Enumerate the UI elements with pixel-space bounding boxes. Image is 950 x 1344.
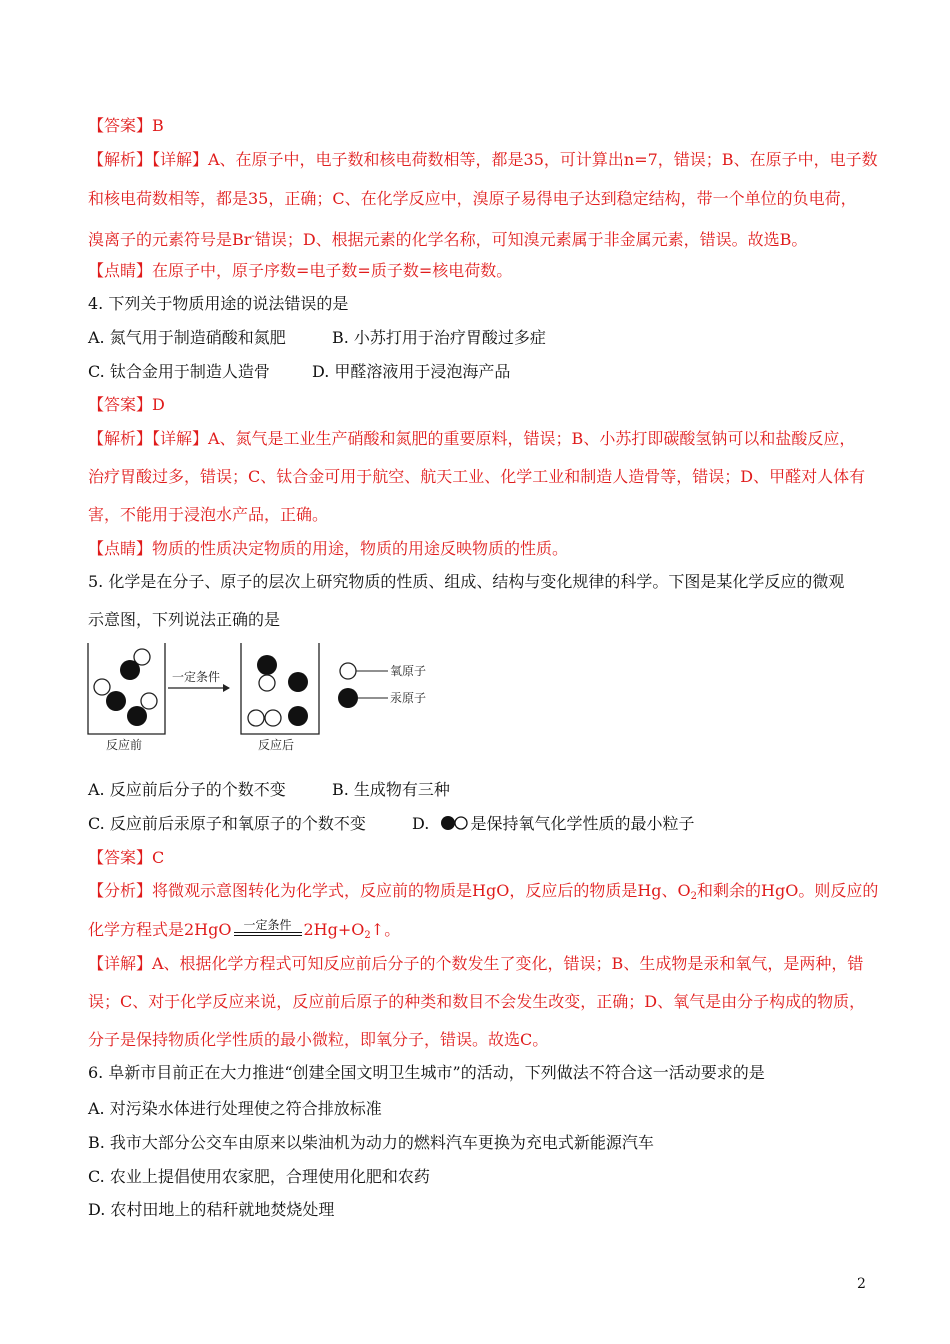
mercury-atom [127, 706, 147, 726]
equation-condition: 一定条件 [232, 920, 304, 941]
q4-stem: 4. 下列关于物质用途的说法错误的是 [88, 294, 349, 313]
oxygen-molecule-icon [440, 815, 470, 831]
q3-answer: 【答案】B [88, 116, 164, 135]
q4-analysis-line1: 【解析】【详解】A、氮气是工业生产硝酸和氮肥的重要原料，错误；B、小苏打即碳酸氢钠可以和盐酸反应， [88, 429, 856, 448]
legend-oxygen-symbol [340, 663, 356, 679]
q4-tip: 【点睛】物质的性质决定物质的用途，物质的用途反映物质的性质。 [88, 539, 569, 558]
before-label: 反应前 [106, 738, 143, 752]
legend-mercury-label: 汞原子 [390, 691, 427, 705]
q4-option-d: D. 甲醛溶液用于浸泡海产品 [312, 362, 511, 381]
reaction-diagram [80, 640, 440, 760]
q5-detail-line2: 误；C、对于化学反应来说，反应前后原子的种类和数目不会发生改变，正确；D、氧气是由分子构成的物质， [88, 992, 866, 1011]
q5-option-c: C. 反应前后汞原子和氧原子的个数不变 [88, 814, 366, 833]
oxygen-atom [265, 710, 281, 726]
q3-analysis-line3: 溴离子的元素符号是Br-错误；D、根据元素的化学名称，可知溴元素属于非金属元素，错误。故选B。 [88, 230, 808, 249]
q5-analysis-line1: 【分析】将微观示意图转化为化学式，反应前的物质是HgO，反应后的物质是Hg、$O_2$和剩余的HgO。则反应的 [88, 881, 879, 902]
page-number: 2 [857, 1276, 866, 1292]
after-label: 反应后 [258, 738, 295, 752]
q4-option-c: C. 钛合金用于制造人造骨 [88, 362, 270, 381]
q3-tip: 【点睛】在原子中，原子序数=电子数=质子数=核电荷数。 [88, 261, 513, 280]
q5-option-b: B. 生成物有三种 [332, 780, 450, 799]
oxygen-atom [259, 675, 275, 691]
q6-option-c: C. 农业上提倡使用农家肥，合理使用化肥和农药 [88, 1167, 430, 1186]
q3-analysis-line1: 【解析】【详解】A、在原子中，电子数和核电荷数相等，都是35，可计算出n=7，错误；B、在原子中，电子数 [88, 150, 878, 169]
legend-oxygen-label: 氧原子 [390, 664, 427, 678]
arrow-condition-label: 一定条件 [172, 670, 221, 684]
oxygen-atom [248, 710, 264, 726]
oxygen-atom [141, 693, 157, 709]
q5-equation-line: 化学方程式是2HgO $^{一定条件}$ $2Hg+O_2↑$。 [88, 918, 401, 941]
mercury-atom [120, 660, 140, 680]
q5-stem-line1: 5. 化学是在分子、原子的层次上研究物质的性质、组成、结构与变化规律的科学。下图是某化学反应的微观 [88, 572, 845, 591]
oxygen-atom [94, 679, 110, 695]
q4-analysis-line3: 害，不能用于浸泡水产品，正确。 [88, 505, 329, 524]
q3-analysis-line2: 和核电荷数相等，都是35，正确；C、在化学反应中，溴原子易得电子达到稳定结构，带一个单位的负电荷， [88, 189, 857, 208]
q5-option-a: A. 反应前后分子的个数不变 [88, 780, 286, 799]
q5-detail-line1: 【详解】A、根据化学方程式可知反应前后分子的个数发生了变化，错误；B、生成物是汞和氧气，是两种，错 [88, 954, 864, 973]
q6-stem: 6. 阜新市目前正在大力推进“创建全国文明卫生城市”的活动，下列做法不符合这一活动要求的是 [88, 1063, 765, 1082]
mercury-atom [106, 691, 126, 711]
q6-option-b: B. 我市大部分公交车由原来以柴油机为动力的燃料汽车更换为充电式新能源汽车 [88, 1133, 654, 1152]
mercury-atom [288, 706, 308, 726]
q6-option-a: A. 对污染水体进行处理使之符合排放标准 [88, 1099, 382, 1118]
q4-option-b: B. 小苏打用于治疗胃酸过多症 [332, 328, 546, 347]
q4-answer: 【答案】D [88, 395, 165, 414]
q5-answer: 【答案】C [88, 848, 165, 867]
q5-stem-line2: 示意图，下列说法正确的是 [88, 610, 281, 629]
legend-mercury-symbol [338, 688, 358, 708]
q5-option-d: D. 是保持氧气化学性质的最小粒子 [412, 814, 695, 833]
q6-option-d: D. 农村田地上的秸秆就地焚烧处理 [88, 1200, 335, 1219]
q5-detail-line3: 分子是保持物质化学性质的最小微粒，即氧分子，错误。故选C。 [88, 1030, 549, 1049]
q4-option-a: A. 氮气用于制造硝酸和氮肥 [88, 328, 286, 347]
q4-analysis-line2: 治疗胃酸过多，错误；C、钛合金可用于航空、航天工业、化学工业和制造人造骨等，错误；D、甲醛对人体有 [88, 467, 866, 486]
mercury-atom [288, 672, 308, 692]
mercury-atom [257, 655, 277, 675]
